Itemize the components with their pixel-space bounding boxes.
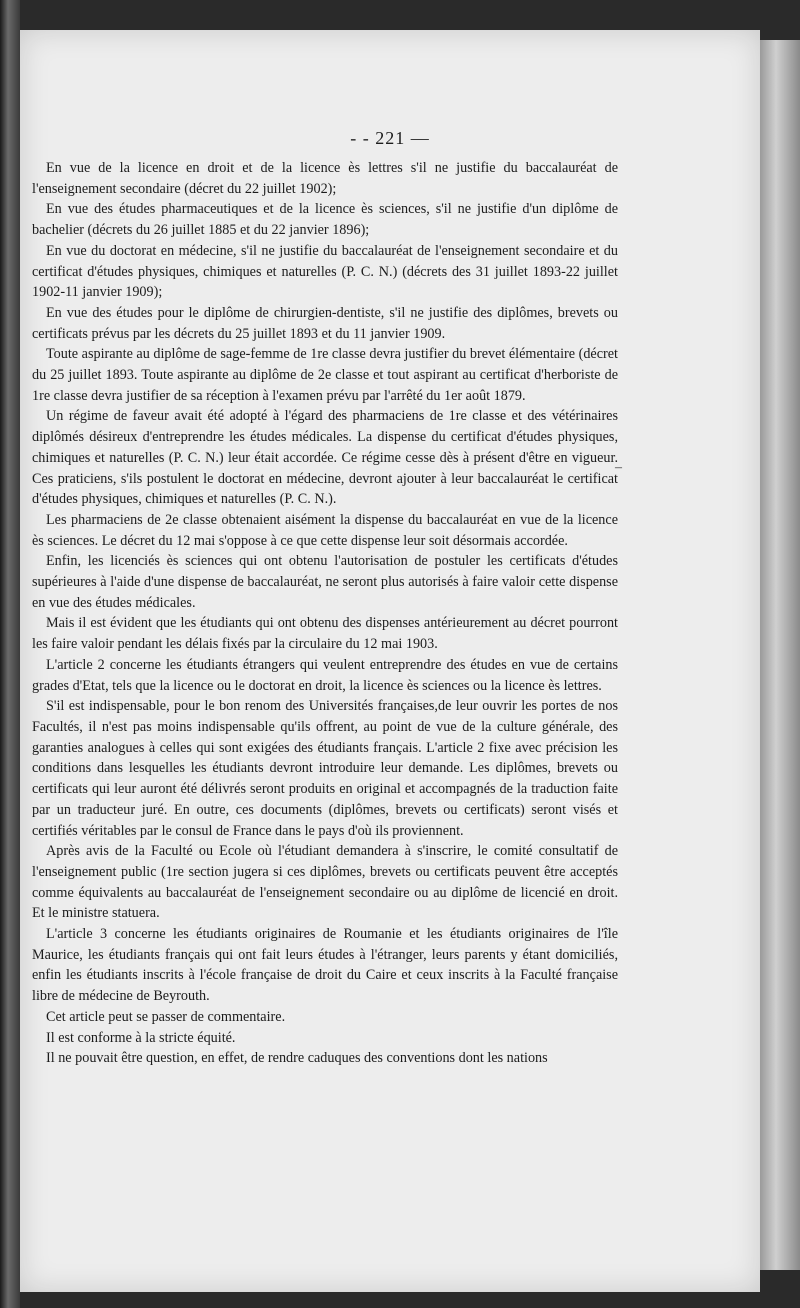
paragraph: Il est conforme à la stricte équité.: [46, 1029, 236, 1046]
margin-mark: –: [615, 460, 622, 475]
paragraph: En vue des études pharmaceutiques et de la licence ès sciences, s'il ne justifie d'un diplôme de bachelier (décrets du 26 juillet 1885 et du 22 janvier 1896);: [32, 201, 618, 239]
paragraph: En vue de la licence en droit et de la licence ès lettres s'il ne justifie du baccalauréat de l'enseignement secondaire (décret du 22 juillet 1902);: [32, 160, 618, 197]
paragraph: Enfin, les licenciés ès sciences qui ont obtenu l'autorisation de postuler les certificats d'études supérieures à l'aide d'une dispense de baccalauréat, ne seront plus autorisés à faire valoir cette dispense en vue des études médicales.: [32, 553, 618, 611]
paragraph: Cet article peut se passer de commentaire.: [46, 1008, 286, 1025]
paragraph: En vue du doctorat en médecine, s'il ne justifie du baccalauréat de l'enseignement secondaire et du certificat d'études physiques, chimiques et naturelles (P. C. N.) (décrets des 31 juillet 1893-22 juillet 1902-11 janvier 1909);: [32, 242, 618, 301]
paragraph: Il ne pouvait être question, en effet, de rendre caduques des conventions dont les nations: [46, 1050, 548, 1067]
paragraph: Après avis de la Faculté ou Ecole où l'étudiant demandera à s'inscrire, le comité consultatif de l'enseignement public (1re section jugera si ces diplômes, brevets ou certificats peuvent être acceptés comme équivalents au baccalauréat de l'enseignement secondaire ou au diplôme de licencié en droit. Et le ministre statuera.: [32, 843, 618, 922]
scanned-page: [20, 30, 760, 1292]
paragraph: S'il est indispensable, pour le bon renom des Universités françaises,de leur ouvrir les portes de nos Facultés, il n'est pas moins indispensable qu'ils offrent, au point de vue de la culture générale, des garanties analogues à celles qui sont exigées des étudiants français. L'article 2 fixe avec précision les conditions dans lesquelles les étudiants devront introduire leur demande. Les diplômes, brevets ou certificats qui leur auront été délivrés seront produits en original et accompagnés de la traduction faite par un traducteur juré. En outre, ces documents (diplômes, brevets ou certificats) seront visés et certifiés véritables par le consul de France dans le pays d'où ils proviennent.: [32, 698, 618, 839]
paragraph: Mais il est évident que les étudiants qui ont obtenu des dispenses antérieurement au décret pourront les faire valoir pendant les délais fixés par la circulaire du 12 mai 1903.: [32, 615, 618, 653]
paragraph: L'article 2 concerne les étudiants étrangers qui veulent entreprendre des études en vue de certains grades d'Etat, tels que la licence ou le doctorat en droit, la licence ès sciences ou la licence ès lettres.: [32, 656, 618, 694]
book-spine-shadow: [0, 0, 20, 1308]
paragraph: Toute aspirante au diplôme de sage-femme de 1re classe devra justifier du brevet élémentaire (décret du 25 juillet 1893. Toute aspirante au diplôme de 2e classe et tout aspirant au certificat d'herboriste de 1re classe devra justifier de sa réception à l'examen prévu par l'arrêté du 1er août 1879.: [32, 346, 618, 404]
paragraph: Un régime de faveur avait été adopté à l'égard des pharmaciens de 1re classe et des vétérinaires diplômés désireux d'entreprendre les études médicales. La dispense du certificat d'études physiques, chimiques et naturelles (P. C. N.) leur était accordée. Ce régime cesse dès à présent d'être en vigueur. Ces praticiens, s'ils postulent le doctorat en médecine, devront ajouter à leur baccalauréat le certificat d'études physiques, chimiques et naturelles (P. C. N.).: [32, 408, 618, 508]
paragraph: L'article 3 concerne les étudiants originaires de Roumanie et les étudiants originaires de l'île Maurice, les étudiants français qui ont fait leurs études à l'étranger, leurs parents y étant domiciliés, enfin les étudiants inscrits à l'école française de droit du Caire et ceux inscrits à la Faculté française libre de médecine de Beyrouth.: [32, 926, 618, 1005]
underlying-page-edge: [760, 40, 800, 1270]
page-number: - - 221 —: [350, 128, 430, 148]
paragraph: Les pharmaciens de 2e classe obtenaient aisément la dispense du baccalauréat en vue de la licence ès sciences. Le décret du 12 mai s'oppose à ce que cette dispense leur soit désormais accordée.: [32, 511, 618, 549]
page-body: [32, 158, 618, 1069]
paragraph: En vue des études pour le diplôme de chirurgien-dentiste, s'il ne justifie des diplômes, brevets ou certificats prévus par les décrets du 25 juillet 1893 et du 11 janvier 1909.: [32, 304, 618, 342]
